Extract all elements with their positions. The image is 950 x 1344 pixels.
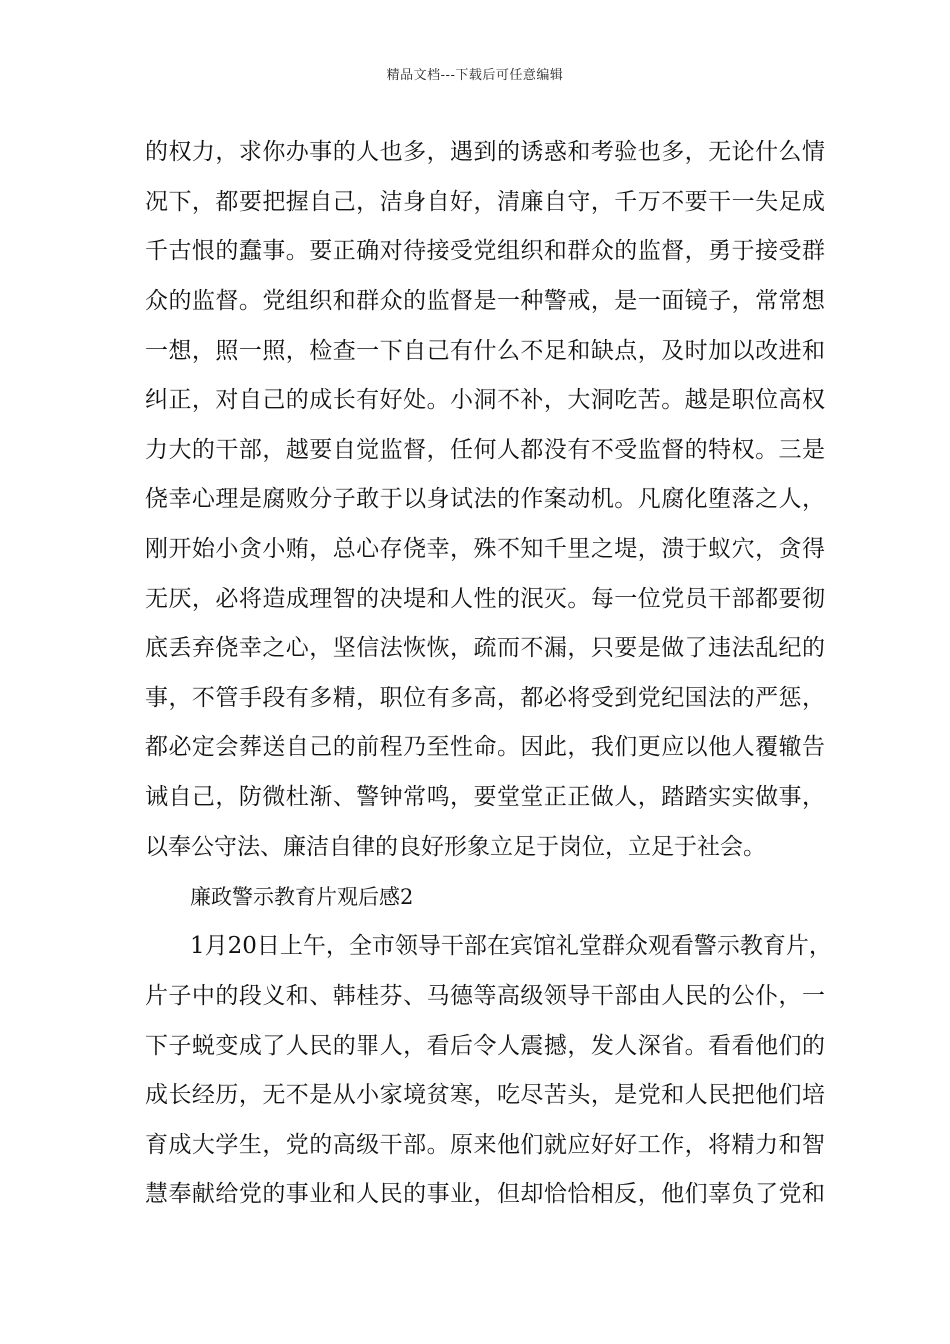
- body-line: 诫自己，防微杜渐、警钟常鸣，要堂堂正正做人，踏踏实实做事，: [145, 784, 825, 810]
- body-line: 的权力，求你办事的人也多，遇到的诱惑和考验也多，无论什么情: [145, 139, 825, 165]
- body-line: 成长经历，无不是从小家境贫寒，吃尽苦头，是党和人民把他们培: [145, 1082, 825, 1108]
- body-line: 育成大学生，党的高级干部。原来他们就应好好工作，将精力和智: [145, 1132, 825, 1158]
- body-line: 都必定会葬送自己的前程乃至性命。因此，我们更应以他人覆辙告: [145, 734, 825, 760]
- body-line: 纠正，对自己的成长有好处。小洞不补，大洞吃苦。越是职位高权: [145, 387, 825, 413]
- body-line: 力大的干部，越要自觉监督，任何人都没有不受监督的特权。三是: [145, 437, 825, 463]
- body-line: 无厌，必将造成理智的决堤和人性的泯灭。每一位党员干部都要彻: [145, 586, 825, 612]
- body-line: 片子中的段义和、韩桂芬、马德等高级领导干部由人民的公仆，一: [145, 983, 825, 1009]
- body-line: 千古恨的蠢事。要正确对待接受党组织和群众的监督，勇于接受群: [145, 238, 825, 264]
- body-line: 慧奉献给党的事业和人民的事业，但却恰恰相反，他们辜负了党和: [145, 1181, 825, 1207]
- body-line: 以奉公守法、廉洁自律的良好形象立足于岗位，立足于社会。: [145, 834, 766, 860]
- body-line: 1月20日上午，全市领导干部在宾馆礼堂群众观看警示教育片，: [190, 933, 832, 959]
- body-line: 众的监督。党组织和群众的监督是一种警戒，是一面镜子，常常想: [145, 288, 825, 314]
- body-line: 事，不管手段有多精，职位有多高，都必将受到党纪国法的严惩，: [145, 685, 825, 711]
- page-header: 精品文档---下载后可任意编辑: [386, 68, 564, 83]
- body-line: 底丢弃侥幸之心，坚信法恢恢，疏而不漏，只要是做了违法乱纪的: [145, 635, 825, 661]
- section-title: 廉政警示教育片观后感2: [190, 885, 414, 909]
- body-line: 侥幸心理是腐败分子敢于以身试法的作案动机。凡腐化堕落之人，: [145, 486, 825, 512]
- body-line: 刚开始小贪小贿，总心存侥幸，殊不知千里之堤，溃于蚁穴，贪得: [145, 536, 825, 562]
- body-line: 一想，照一照，检查一下自己有什么不足和缺点，及时加以改进和: [145, 338, 825, 364]
- body-line: 况下，都要把握自己，洁身自好，清廉自守，千万不要干一失足成: [145, 189, 825, 215]
- body-line: 下子蜕变成了人民的罪人，看后令人震撼，发人深省。看看他们的: [145, 1033, 825, 1059]
